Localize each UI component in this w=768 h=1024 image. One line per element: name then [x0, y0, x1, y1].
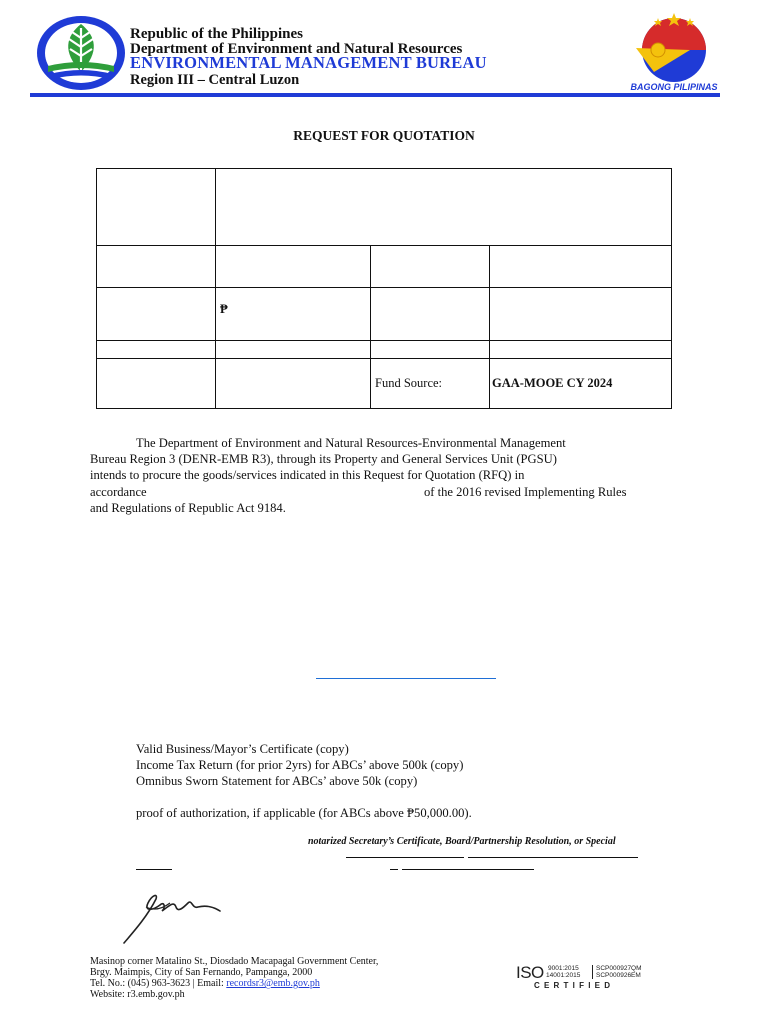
- rfq-table: [96, 168, 672, 409]
- hyperlink-underline: [316, 678, 496, 679]
- iso-divider: [592, 965, 593, 979]
- footer-tel: Tel. No.: (045) 963-3623 | Email:: [90, 978, 227, 989]
- document-title: REQUEST FOR QUOTATION: [293, 128, 475, 143]
- header-region: Region III – Central Luzon: [130, 72, 300, 88]
- signature-line: [346, 857, 464, 858]
- iso-standard-2: 14001:2015: [546, 972, 581, 979]
- signature-line: [468, 857, 638, 858]
- handwritten-signature: [118, 885, 228, 952]
- bagong-pilipinas-caption: BAGONG PILIPINAS: [630, 82, 718, 92]
- table-cell: [216, 169, 672, 246]
- signature-line: [402, 869, 534, 870]
- fund-source-value: GAA-MOOE CY 2024: [490, 359, 672, 409]
- requirement-item: Income Tax Return (for prior 2yrs) for ABCs’ above 500k (copy): [136, 758, 464, 772]
- philippine-emblem-icon: [624, 10, 724, 84]
- denr-logo: [36, 14, 126, 92]
- paragraph-line-4-right: of the 2016 revised Implementing Rules: [424, 485, 627, 499]
- iso-certification-badge: [516, 963, 686, 993]
- footer-contact: [90, 978, 320, 990]
- footer-website: Website: r3.emb.gov.ph: [90, 989, 185, 1000]
- footer-address-1: Masinop corner Matalino St., Diosdado Macapagal Government Center,: [90, 956, 379, 967]
- table-cell: [490, 341, 672, 359]
- table-cell: [216, 288, 371, 341]
- peso-sign: ₱: [220, 302, 228, 316]
- iso-standard-1: 9001:2015: [548, 965, 579, 972]
- table-cell: [371, 341, 490, 359]
- iso-label: ISO: [516, 963, 544, 982]
- requirement-item: Omnibus Sworn Statement for ABCs’ above 50k (copy): [136, 774, 418, 788]
- signature-icon: [118, 885, 228, 947]
- table-cell: [97, 341, 216, 359]
- table-cell: [490, 288, 672, 341]
- paragraph-line-5: and Regulations of Republic Act 9184.: [90, 501, 286, 515]
- table-cell: [490, 246, 672, 288]
- authorization-line: proof of authorization, if applicable (for ABCs above ₱50,000.00).: [136, 806, 472, 820]
- paragraph-line-4-left: accordance: [90, 485, 147, 499]
- table-cell: [97, 288, 216, 341]
- footer-address-2: Brgy. Maimpis, City of San Fernando, Pampanga, 2000: [90, 967, 313, 978]
- table-row: [97, 359, 672, 409]
- signature-line: [390, 869, 398, 870]
- header-bureau: ENVIRONMENTAL MANAGEMENT BUREAU: [130, 53, 487, 72]
- table-row: [97, 246, 672, 288]
- table-row: [97, 288, 672, 341]
- denr-emblem-icon: [36, 14, 126, 92]
- bagong-pilipinas-logo: [624, 10, 724, 96]
- table-cell: [216, 246, 371, 288]
- signature-line: [136, 869, 172, 870]
- table-cell: [216, 359, 371, 409]
- header-republic: Republic of the Philippines: [130, 26, 303, 42]
- iso-cert-2: SCP000926EM: [596, 972, 641, 979]
- requirement-item: Valid Business/Mayor’s Certificate (copy): [136, 742, 349, 756]
- notarized-note: notarized Secretary’s Certificate, Board/Partnership Resolution, or Special: [308, 836, 616, 847]
- table-cell: [216, 341, 371, 359]
- paragraph-line-2: Bureau Region 3 (DENR-EMB R3), through its Property and General Services Unit (PGSU): [90, 452, 557, 466]
- table-row: [97, 341, 672, 359]
- table-cell: [97, 169, 216, 246]
- iso-certified: C E R T I F I E D: [534, 981, 612, 990]
- header-department: Department of Environment and Natural Resources: [130, 41, 463, 57]
- table-row: [97, 169, 672, 246]
- table-cell: [97, 359, 216, 409]
- table-cell: [371, 246, 490, 288]
- table-cell: [371, 288, 490, 341]
- fund-source-label: Fund Source:: [371, 359, 490, 409]
- paragraph-line-1: The Department of Environment and Natural Resources-Environmental Management: [136, 436, 566, 450]
- paragraph-line-3: intends to procure the goods/services indicated in this Request for Quotation (RFQ) in: [90, 468, 525, 482]
- footer-email-link[interactable]: recordsr3@emb.gov.ph: [226, 978, 320, 989]
- iso-cert-1: SCP000927QM: [596, 965, 642, 972]
- table-cell: [97, 246, 216, 288]
- header-divider: [30, 93, 720, 97]
